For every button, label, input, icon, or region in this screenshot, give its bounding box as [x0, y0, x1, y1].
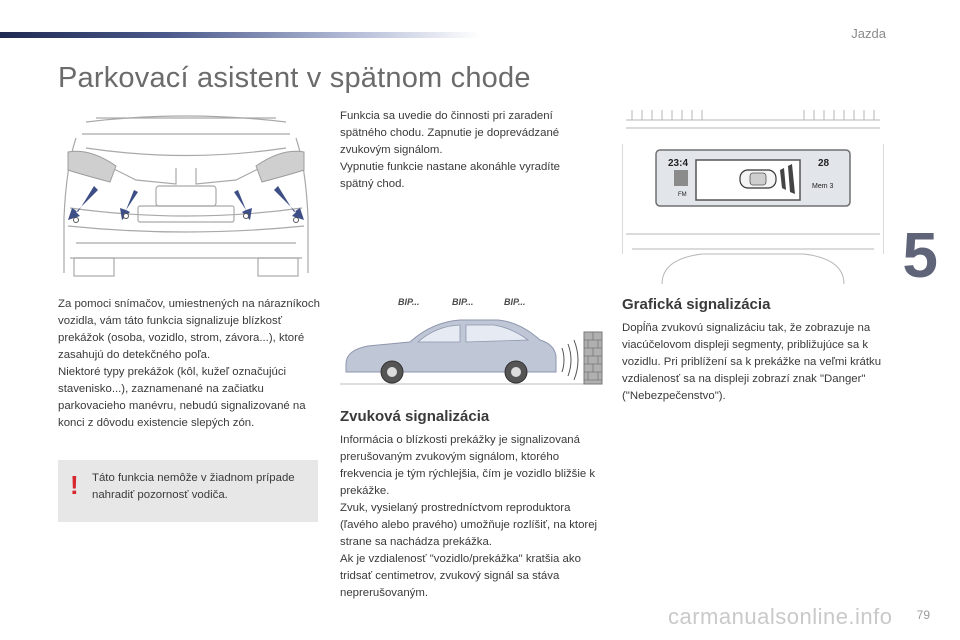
warning-box [58, 460, 318, 522]
display-memory: Mem 3 [812, 183, 834, 190]
header-accent-bar [0, 32, 480, 38]
section-label: Jazda [851, 26, 886, 41]
dashboard-display-figure [622, 104, 884, 284]
left-paragraph-1: Za pomoci snímačov, umiestnených na nárazníkoch vozidla, vám táto funkcia signalizuje blízkosť prekážok (osoba, vozidlo, strom, závora...), ktoré zasahujú do detekčného poľa. [58, 298, 320, 361]
sound-paragraph-1: Informácia o blízkosti prekážky je signalizovaná prerušovaným zvukovým signálom, ktorého frekvencia je tým rýchlejšia, čím je vozidlo bližšie k prekážke. [340, 434, 596, 497]
display-temperature: 28 [818, 158, 830, 169]
sound-heading: Zvuková signalizácia [340, 408, 490, 425]
sound-paragraph-2: Zvuk, vysielaný prostredníctvom reproduktora (ľavého alebo pravého) umožňuje rozlíšiť, na ktorej strane sa nachádza prekážka. [340, 502, 598, 548]
page-title: Parkovací asistent v spätnom chode [58, 62, 531, 94]
bip-label-2: BIP... [452, 297, 474, 307]
display-time: 23:4 [668, 158, 689, 169]
page-number: 79 [916, 608, 930, 622]
intro-paragraph-2: Vypnutie funkcie nastane akonáhle vyradíte spätný chod. [340, 161, 560, 190]
bip-label-3: BIP... [504, 297, 526, 307]
graphic-heading: Grafická signalizácia [622, 296, 771, 313]
car-approaching-obstacle-figure [340, 292, 604, 400]
intro-paragraph-1: Funkcia sa uvedie do činnosti pri zaradení spätného chodu. Zapnutie je doprevádzané zvukovým signálom. [340, 110, 560, 156]
sound-paragraph-3: Ak je vzdialenosť "vozidlo/prekážka" kratšia ako tridsať centimetrov, zvukový signál sa stáva neprerušovaným. [340, 553, 581, 599]
chapter-number: 5 [902, 219, 938, 291]
intro-text [340, 108, 590, 193]
left-paragraph-2: Niektoré typy prekážok (kôl, kužeľ označujúci stavenisko...), zaznamenané na začiatku parkovacieho manévru, nebudú signalizované na konci z dôvodu existencie slepých zón. [58, 366, 306, 429]
exclamation-icon: ! [70, 470, 79, 500]
graphic-text: Dopĺňa zvukovú signalizáciu tak, že zobrazuje na viacúčelovom displeji segmenty, približujúce sa k vozidlu. Pri priblížení sa k prekážke na veľmi krátku vzdialenosť sa na displeji zobrazí znak "Danger" ("Nebezpečenstvo"). [622, 322, 882, 402]
left-description [58, 296, 320, 432]
rear-bumper-sensors-figure [56, 108, 316, 280]
warning-text: Táto funkcia nemôže v žiadnom prípade nahradiť pozornosť vodiča. [92, 472, 295, 501]
display-radio-band: FM [678, 192, 687, 198]
sound-text [340, 432, 604, 602]
bip-label-1: BIP... [398, 297, 420, 307]
watermark: carmanualsonline.info [668, 604, 893, 629]
car-top-view-icon [740, 170, 776, 188]
